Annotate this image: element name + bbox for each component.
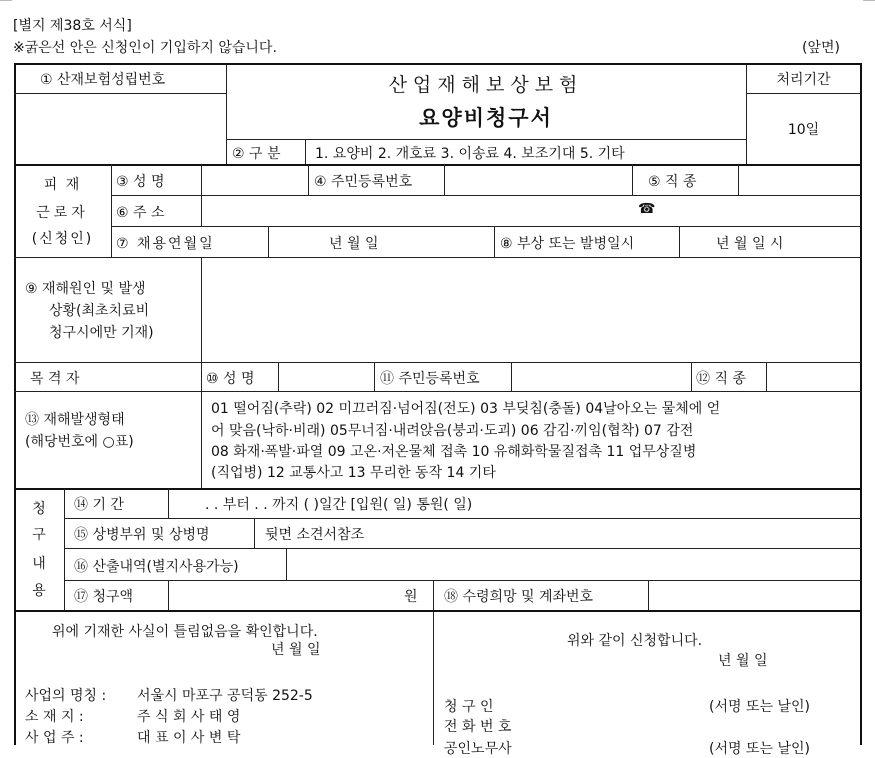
calculation-label: ⑯ 산출내역(별지사용가능) <box>74 559 239 575</box>
apply-date[interactable]: 년 월 일 <box>718 653 768 669</box>
claim-period-field[interactable]: . . 부터 . . 까지 ( )일간 [입원( 일) 통원( 일) <box>205 497 473 513</box>
claimant-label: 청 구 인 <box>444 699 494 715</box>
phone-number-label: 전 화 번 호 <box>444 719 512 735</box>
page-side: (앞면) <box>802 40 840 56</box>
worker-group-line3: (신청인) <box>31 231 94 247</box>
type-label-line2: (해당번호에 ○표) <box>25 434 134 450</box>
type-label-line1: ⑬ 재해발생형태 <box>25 412 125 428</box>
category-label: ② 구 분 <box>232 146 281 162</box>
witness-name-field[interactable] <box>279 364 373 390</box>
claim-amount-field[interactable] <box>169 582 432 609</box>
worker-group-line2: 근로자 <box>36 205 89 221</box>
worker-job-field[interactable] <box>739 166 859 194</box>
form-title-line1: 산업재해보상보험 <box>388 74 584 96</box>
claim-group-c1: 청 <box>32 501 46 517</box>
employ-date-label: ⑦ 채용연월일 <box>116 236 215 252</box>
apply-text: 위와 같이 신청합니다. <box>567 633 703 649</box>
claim-group-c2: 구 <box>32 527 46 543</box>
cause-label-line3: 청구시에만 기재) <box>49 325 154 341</box>
claimant-signature[interactable]: (서명 또는 날인) <box>709 699 810 715</box>
processing-period-value: 10일 <box>787 122 820 138</box>
account-field[interactable] <box>649 582 859 609</box>
witness-rrn-label: ⑪ 주민등록번호 <box>380 371 480 387</box>
type-options-line2[interactable]: 어 맞음(낙하·비래) 05무너짐·내려앉음(붕괴·도괴) 06 감김·끼임(협착) 07 감전 <box>211 423 694 439</box>
injury-date-label: ⑧ 부상 또는 발병일시 <box>500 236 635 252</box>
form-note: ※굵은선 안은 신청인이 기입하지 않습니다. <box>13 40 277 56</box>
insurance-number-label: ① 산재보험성립번호 <box>40 72 166 88</box>
form-title-line2: 요양비청구서 <box>419 106 553 130</box>
location-label: 소 재 지 : <box>25 709 84 725</box>
calculation-field[interactable] <box>287 550 859 579</box>
confirm-date[interactable]: 년 월 일 <box>271 642 321 658</box>
claim-amount-label: ⑰ 청구액 <box>74 589 134 605</box>
worker-address-label: ⑥ 주 소 <box>116 205 165 221</box>
confirm-text: 위에 기재한 사실이 틀림없음을 확인합니다. <box>52 624 318 640</box>
claim-group-c3: 내 <box>32 556 46 572</box>
claim-amount-unit: 원 <box>404 589 418 605</box>
employ-date-field[interactable]: 년 월 일 <box>329 236 379 252</box>
phone-icon: ☎ <box>638 201 656 217</box>
witness-label: 목 격 자 <box>30 371 80 387</box>
worker-name-field[interactable] <box>202 166 307 194</box>
witness-job-label: ⑫ 직 종 <box>696 371 746 387</box>
business-name-label: 사업의 명칭 : <box>25 688 107 704</box>
cause-label-line2: 상황(최초치료비 <box>49 303 150 319</box>
worker-name-label: ③ 성 명 <box>116 174 165 190</box>
owner-value: 대 표 이 사 변 탁 <box>137 730 241 746</box>
form-number: [별지 제38호 서식] <box>13 18 132 34</box>
frame-top <box>14 63 862 65</box>
injury-site-label: ⑮ 상병부위 및 상병명 <box>74 527 210 543</box>
processing-period-label: 처리기간 <box>776 72 831 88</box>
location-value: 주 식 회 사 태 영 <box>137 709 241 725</box>
type-options-line1[interactable]: 01 떨어짐(추락) 02 미끄러짐·넘어짐(전도) 03 부딪침(충돌) 04날아오는 물체에 얻 <box>211 401 721 417</box>
injury-site-value[interactable]: 뒷면 소견서참조 <box>265 527 365 543</box>
type-options-line3[interactable]: 08 화재·폭발·파열 09 고온·저온물체 접촉 10 유해화학물질접촉 11 업무상질병 <box>211 444 697 460</box>
claim-period-label: ⑭ 기 간 <box>74 497 124 513</box>
worker-rrn-field[interactable] <box>445 166 631 194</box>
agent-label: 공인노무사 <box>444 741 512 757</box>
worker-rrn-label: ④ 주민등록번호 <box>314 174 413 190</box>
claim-group-c4: 용 <box>32 583 46 599</box>
worker-group-line1: 피 재 <box>43 177 82 193</box>
witness-job-field[interactable] <box>767 364 859 390</box>
agent-signature[interactable]: (서명 또는 날인) <box>709 741 810 757</box>
category-options[interactable]: 1. 요양비 2. 개호료 3. 이송료 4. 보조기대 5. 기타 <box>315 146 625 162</box>
cause-label-line1: ⑨ 재해원인 및 발생 <box>25 281 146 297</box>
worker-address-field[interactable] <box>202 197 632 225</box>
witness-rrn-field[interactable] <box>512 364 690 390</box>
witness-name-label: ⑩ 성 명 <box>206 371 255 387</box>
business-name-value: 서울시 마포구 공덕동 252-5 <box>137 688 313 704</box>
injury-date-field[interactable]: 년 월 일 시 <box>716 236 784 252</box>
cause-textarea[interactable] <box>203 259 859 360</box>
owner-label: 사 업 주 : <box>25 730 84 746</box>
worker-job-label: ⑤ 직 종 <box>648 174 697 190</box>
account-label: ⑱ 수령희망 및 계좌번호 <box>444 589 594 605</box>
type-options-line4[interactable]: (직업병) 12 교통사고 13 무리한 동작 14 기타 <box>211 465 496 481</box>
